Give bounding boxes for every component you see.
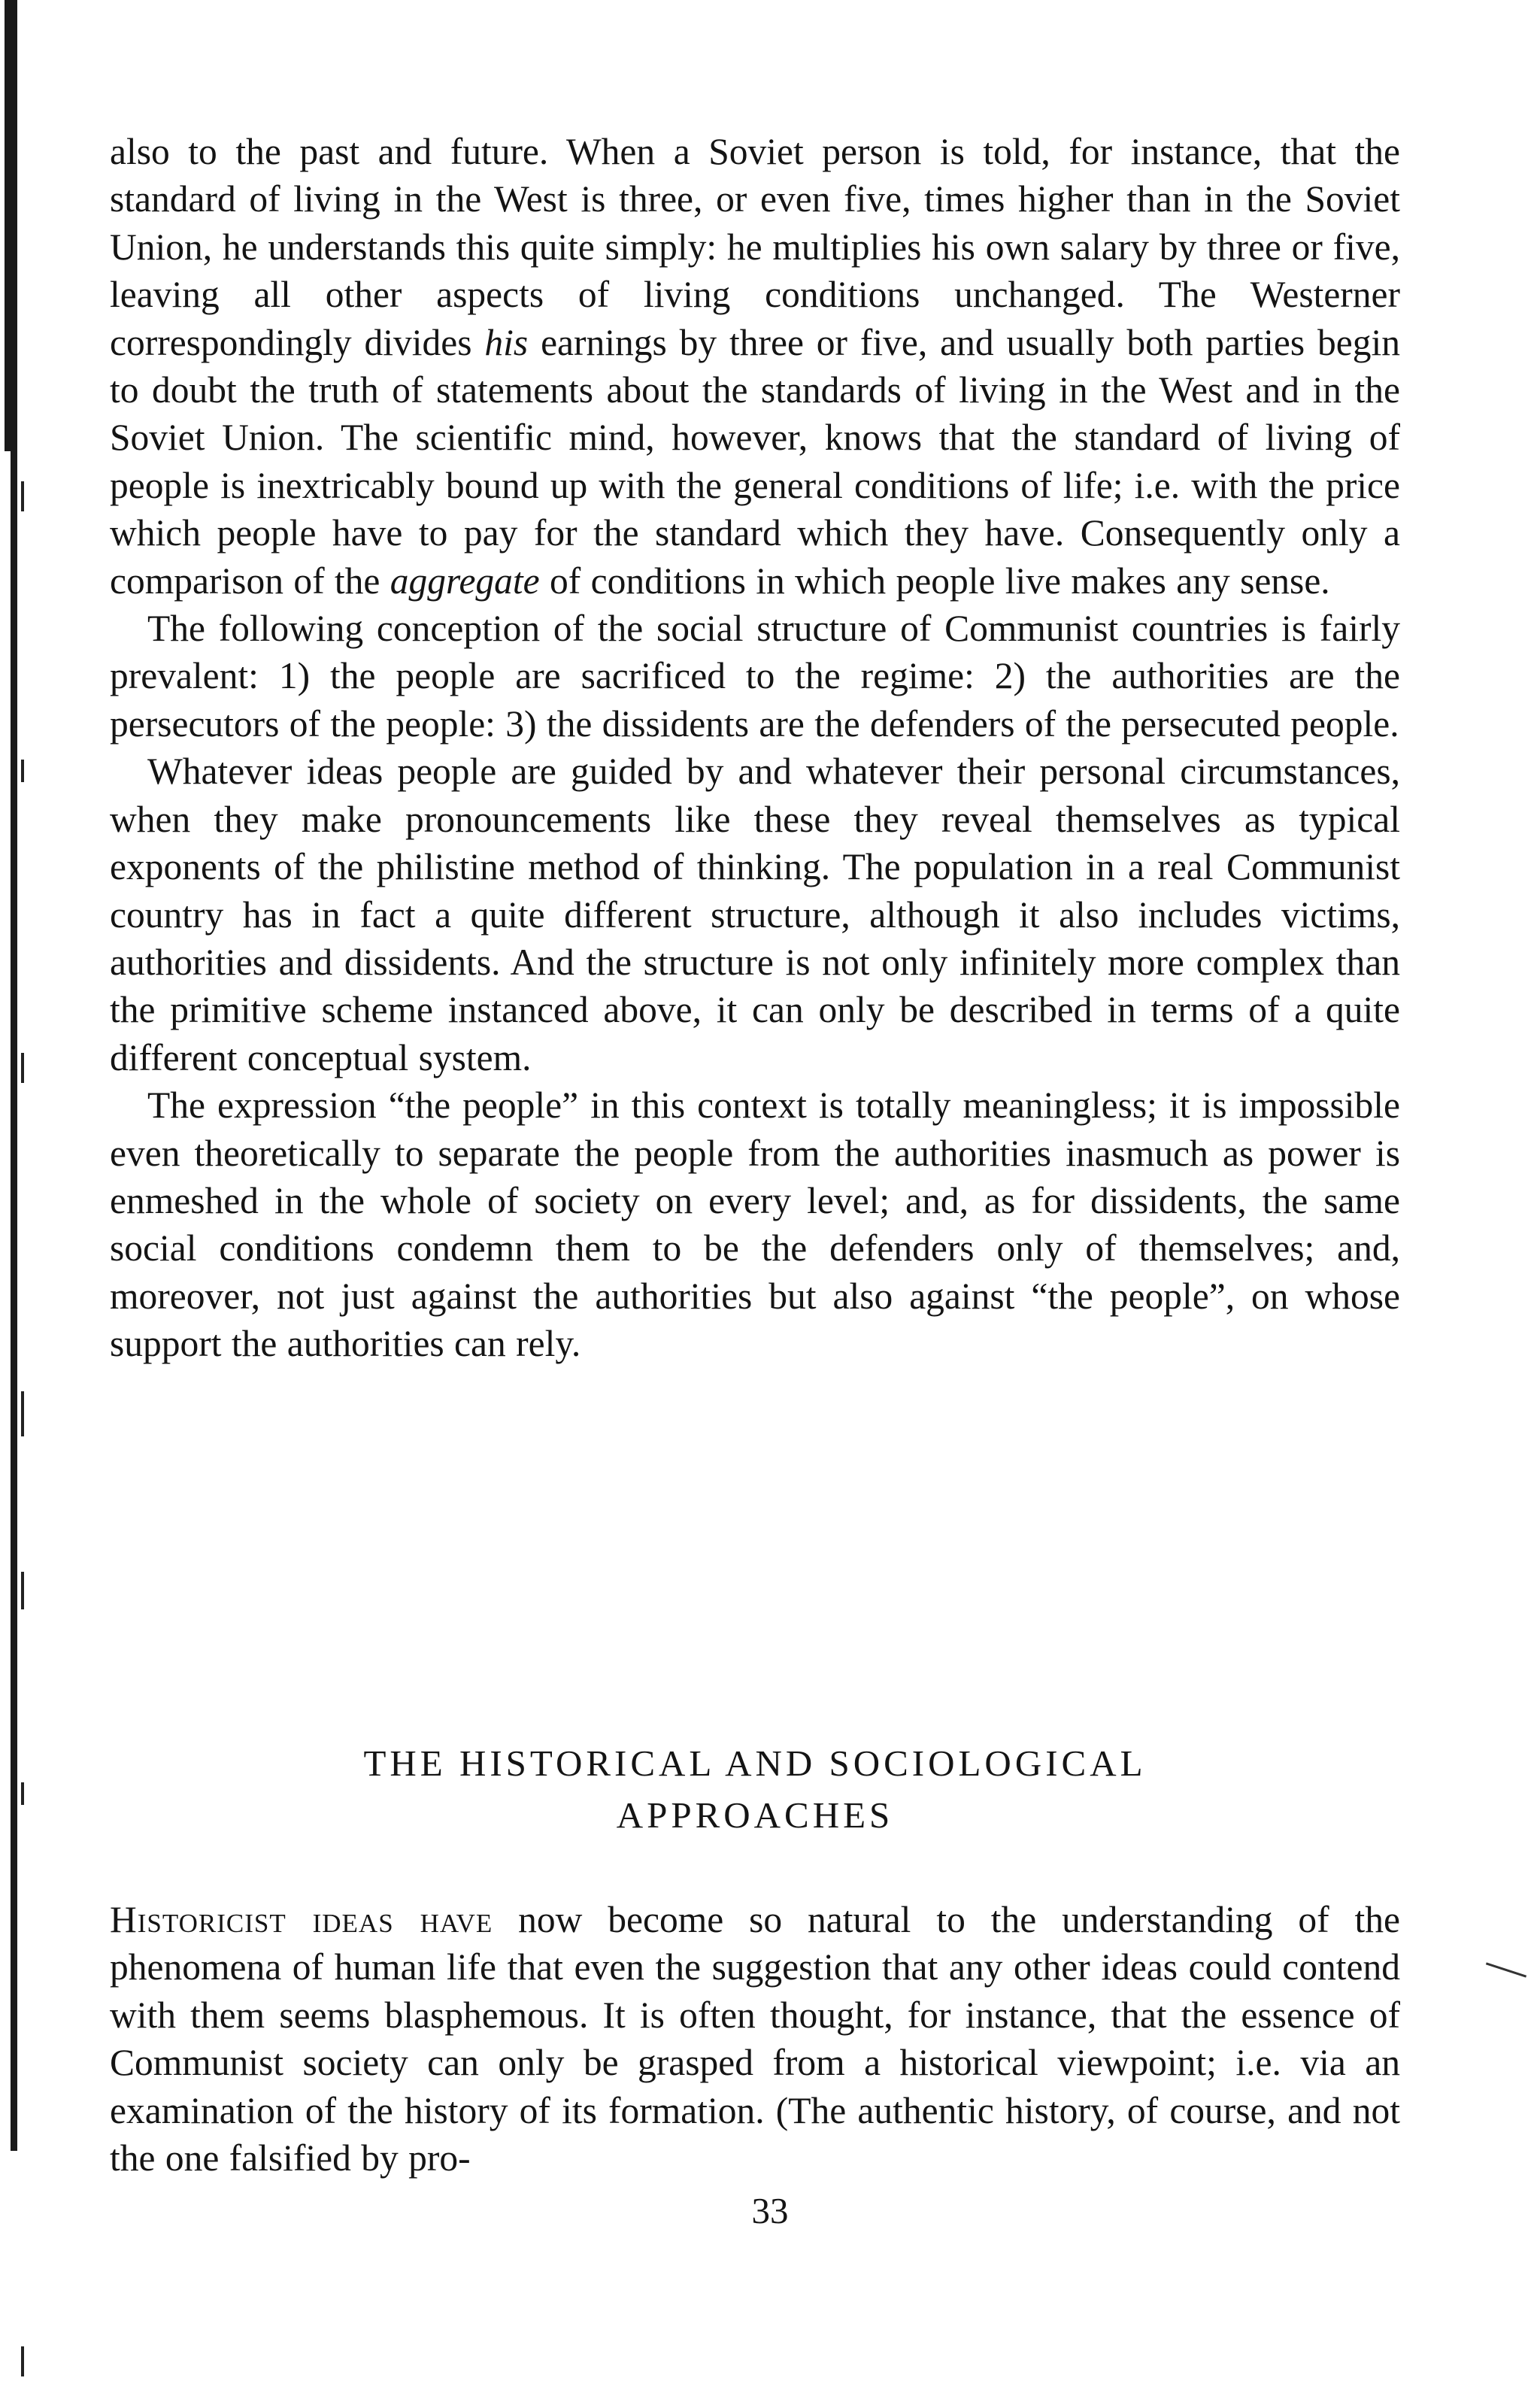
section-paragraph <box>110 1896 1400 2182</box>
scan-artifact-tick <box>21 2346 24 2376</box>
section-heading <box>110 1737 1400 1841</box>
paragraph <box>110 748 1400 1081</box>
section-lead-smallcaps: Historicist ideas have <box>110 1899 493 1940</box>
section-heading-line-2: APPROACHES <box>616 1794 894 1836</box>
page-number: 33 <box>751 2190 789 2231</box>
section-body <box>110 1896 1400 2182</box>
body-text <box>110 128 1400 1368</box>
scan-artifact-tick <box>21 760 24 782</box>
paragraph-text: Whatever ideas people are guided by and whatever their personal circumstances, when they make pronouncements like these they reveal themselves as typical exponents of the philistine method of thinking. The population in a real Communist country has in fact a quite different structure, although it also includes victims, authorities and dissidents. And the structure is not only infinitely more complex than the primitive scheme instanced above, it can only be described in terms of a quite different conceptual system. <box>110 751 1400 1078</box>
paragraph-text: also to the past and future. When a Soviet person is told, for instance, that the standard of living in the West is three, or even five, times higher than in the Soviet Union, he understands this quite simply: he multiplies his own salary by three or five, leaving all other aspects of living conditions unchanged. The Westerner correspondingly divides <box>110 131 1400 363</box>
paragraph <box>110 1081 1400 1367</box>
paragraph-text: of conditions in which people live makes any sense. <box>539 560 1330 602</box>
italic-text: his <box>484 321 529 363</box>
paragraph-text: earnings by three or five, and usually both parties begin to doubt the truth of statements about the standards of living in the West and in the Soviet Union. The scientific mind, however, knows that the standard of living of people is inextricably bound up with the general conditions of life; i.e. with the price which people have to pay for the standard which they have. Consequently only a comparison of the <box>110 321 1400 602</box>
scan-artifact-tick <box>21 1391 24 1436</box>
scan-edge-line <box>11 0 17 2151</box>
margin-mark <box>1486 1962 1526 1977</box>
scan-artifact-tick <box>21 1053 24 1083</box>
section-heading-line-1: THE HISTORICAL AND SOCIOLOGICAL <box>363 1742 1147 1784</box>
paragraph-text: The expression “the people” in this context is totally meaningless; it is impossible even theoretically to separate the people from the authorities inasmuch as power is enmeshed in the whole of society on every level; and, as for dissidents, the same social conditions condemn them to be the defenders only of themselves; and, moreover, not just against the authorities but also against “the people”, on whose support the authorities can rely. <box>110 1084 1400 1365</box>
scan-artifact-tick <box>21 1572 24 1609</box>
scan-artifact-tick <box>21 481 24 511</box>
paragraph-text: The following conception of the social structure of Communist countries is fairly prevalent: 1) the people are sacrificed to the regime: 2) the authorities are the persecutors of the people: 3) the dissidents are the defenders of the persecuted people. <box>110 608 1400 745</box>
paragraph <box>110 128 1400 605</box>
paragraph <box>110 605 1400 748</box>
italic-text: aggregate <box>390 560 540 602</box>
section-paragraph-text: now become so natural to the understanding of the phenomena of human life that even the suggestion that any other ideas could contend with them seems blasphemous. It is often thought, for instance, that the essence of Communist society can only be grasped from a historical viewpoint; i.e. via an examination of the history of its formation. (The authentic history, of course, and not the one falsified by pro- <box>110 1899 1400 2179</box>
scan-artifact-tick <box>21 1782 24 1805</box>
